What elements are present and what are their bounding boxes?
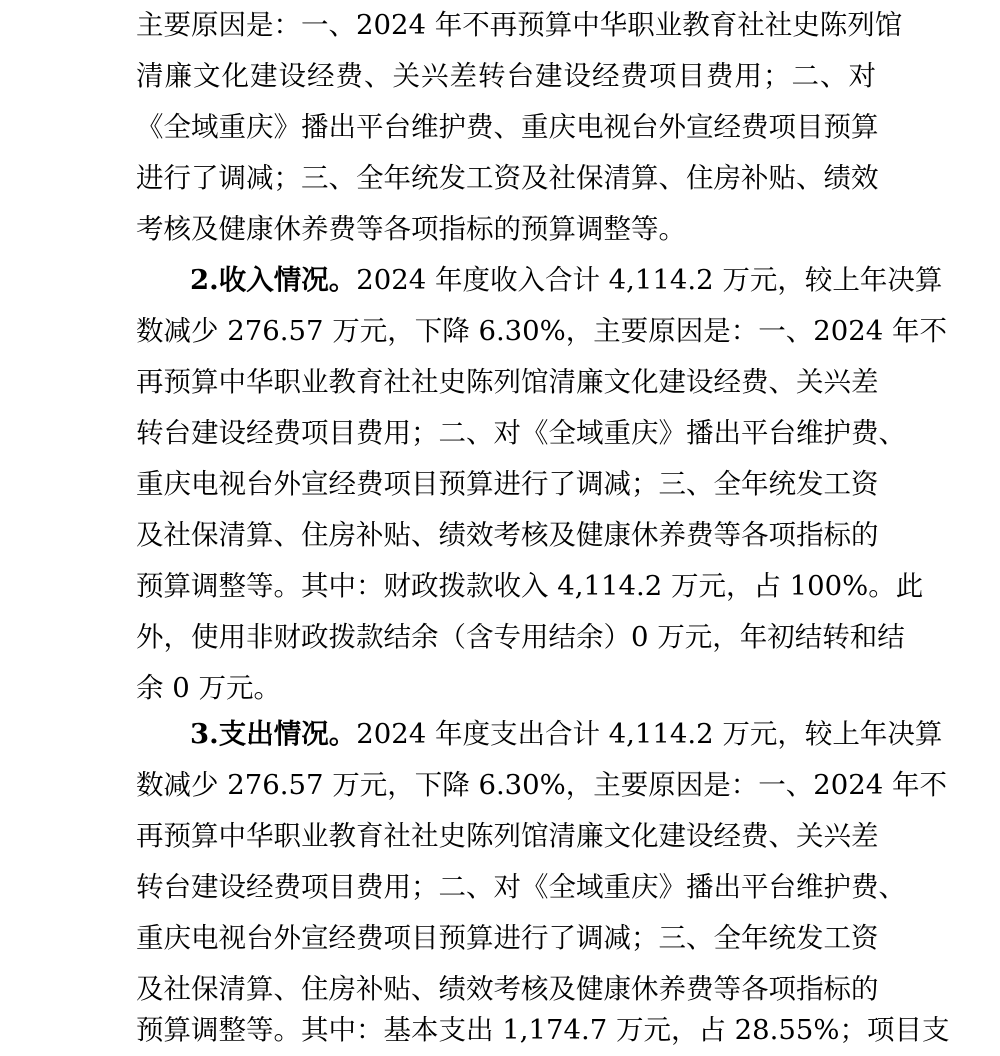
paragraph-line: 外，使用非财政拨款结余（含专用结余）0 万元，年初结转和结 <box>136 621 905 653</box>
paragraph-text: 2024 年度支出合计 4,114.2 万元，较上年决算 <box>356 718 943 750</box>
paragraph-line: 重庆电视台外宣经费项目预算进行了调减；三、全年统发工资 <box>136 468 879 500</box>
paragraph-line: 再预算中华职业教育社社史陈列馆清廉文化建设经费、关兴差 <box>136 366 879 398</box>
paragraph-line: 及社保清算、住房补贴、绩效考核及健康休养费等各项指标的 <box>136 519 879 551</box>
paragraph-line: 考核及健康休养费等各项指标的预算调整等。 <box>136 213 686 245</box>
paragraph-line: 预算调整等。其中：财政拨款收入 4,114.2 万元，占 100%。此 <box>136 570 924 602</box>
paragraph-line: 转台建设经费项目费用；二、对《全域重庆》播出平台维护费、 <box>136 417 906 449</box>
paragraph-line: 《全域重庆》播出平台维护费、重庆电视台外宣经费项目预算 <box>136 111 879 143</box>
section-heading: 3.支出情况。 <box>190 718 357 750</box>
paragraph-first-line <box>190 255 943 306</box>
paragraph-line: 余 0 万元。 <box>136 672 281 704</box>
paragraph-line: 主要原因是：一、2024 年不再预算中华职业教育社社史陈列馆 <box>136 9 903 41</box>
paragraph-first-line <box>190 709 943 760</box>
paragraph-line: 重庆电视台外宣经费项目预算进行了调减；三、全年统发工资 <box>136 922 879 954</box>
paragraph-line: 进行了调减；三、全年统发工资及社保清算、住房补贴、绩效 <box>136 162 879 194</box>
section-heading: 2.收入情况。 <box>190 264 357 296</box>
paragraph-line: 清廉文化建设经费、关兴差转台建设经费项目费用；二、对 <box>136 60 876 92</box>
paragraph-line: 数减少 276.57 万元，下降 6.30%，主要原因是：一、2024 年不 <box>136 769 948 801</box>
paragraph-line: 及社保清算、住房补贴、绩效考核及健康休养费等各项指标的 <box>136 973 879 1005</box>
paragraph-line: 再预算中华职业教育社社史陈列馆清廉文化建设经费、关兴差 <box>136 820 879 852</box>
paragraph-line: 数减少 276.57 万元，下降 6.30%，主要原因是：一、2024 年不 <box>136 315 948 347</box>
paragraph-line: 转台建设经费项目费用；二、对《全域重庆》播出平台维护费、 <box>136 871 906 903</box>
paragraph-line: 预算调整等。其中：基本支出 1,174.7 万元，占 28.55%；项目支 <box>136 1014 950 1046</box>
paragraph-text: 2024 年度收入合计 4,114.2 万元，较上年决算 <box>356 264 943 296</box>
